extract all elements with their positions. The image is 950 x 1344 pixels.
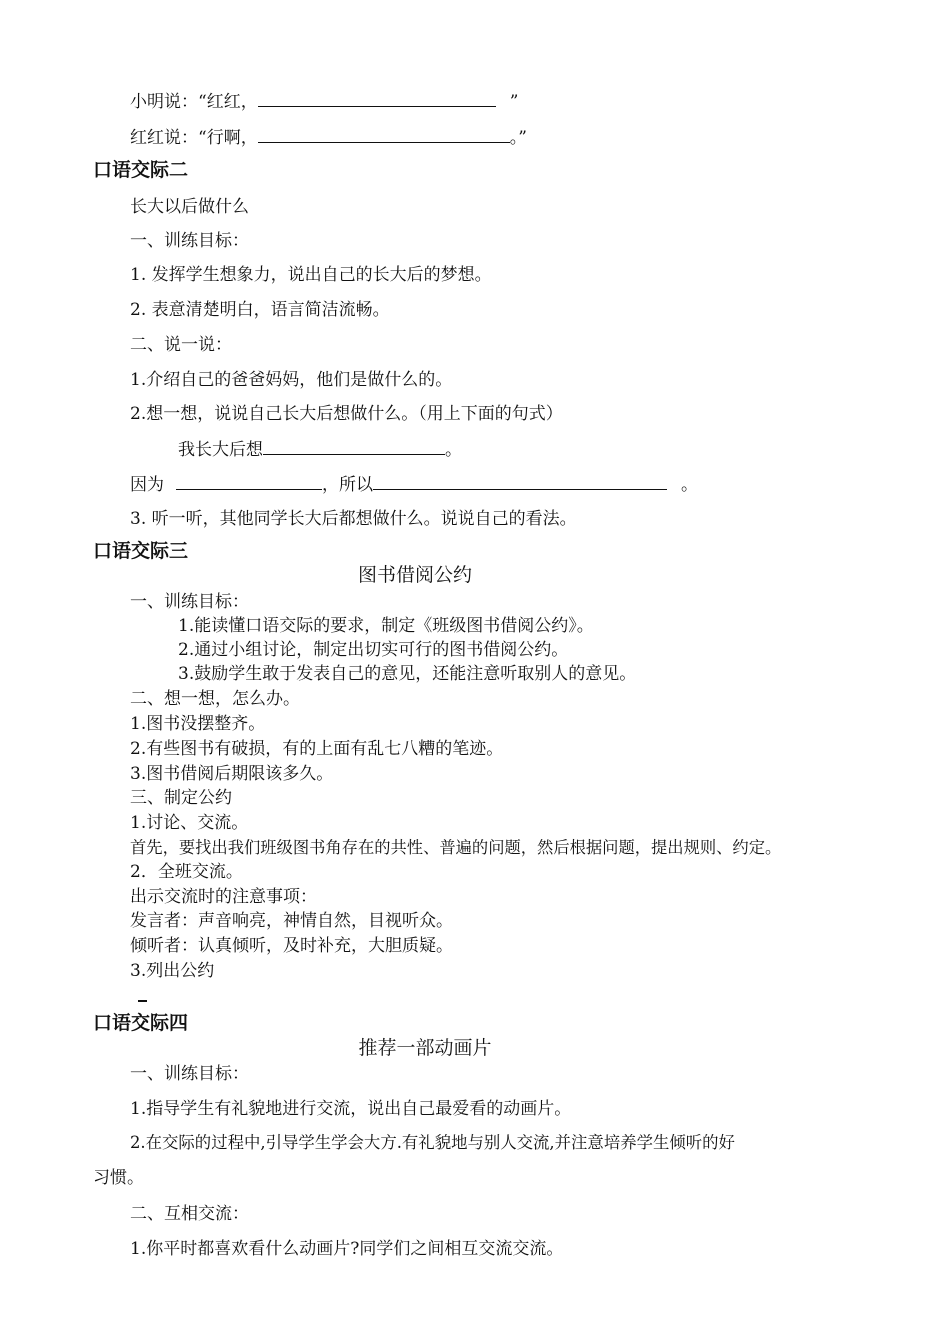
sentence-pattern-2 [130, 473, 698, 496]
listener-rule: 倾听者：认真倾听，及时补充，大胆质疑。 [130, 936, 453, 956]
speaker-rule: 发言者：声音响亮，神情自然，目视听众。 [130, 911, 453, 931]
section-title: 图书借阅公约 [357, 564, 472, 586]
dialog-line-1-end: ” [509, 92, 519, 112]
section-title: 推荐一部动画片 [358, 1037, 492, 1059]
pattern-end: 。 [681, 475, 698, 495]
dialog-line-1 [130, 90, 518, 113]
dialog-line-2-end: 。” [509, 128, 527, 148]
dialog-line-1-text: 小明说：“红红， [130, 92, 258, 112]
subsection-title: 二、说一说： [130, 335, 232, 355]
subsection-title: 三、制定公约 [130, 788, 232, 808]
dialog-line-2-text: 红红说：“行啊， [130, 128, 258, 148]
fill-blank [263, 438, 445, 455]
pattern-end: 。 [445, 440, 462, 460]
goal-item: 2.在交际的过程中,引导学生学会大方.有礼貌地与别人交流,并注意培养学生倾听的好 [130, 1133, 735, 1152]
pattern-text: ，所以 [322, 475, 373, 495]
fill-blank [373, 473, 667, 490]
dash-mark [138, 1000, 147, 1002]
say-item: 1.介绍自己的爸爸妈妈，他们是做什么的。 [130, 370, 453, 390]
goal-item: 3.鼓励学生敢于发表自己的意见，还能注意听取别人的意见。 [178, 664, 637, 684]
sentence-pattern-1 [178, 438, 462, 461]
make-item: 2．全班交流。 [130, 862, 243, 882]
goal-item-continued: 习惯。 [93, 1168, 144, 1188]
pattern-text: 我长大后想 [178, 440, 263, 460]
subsection-title: 二、想一想，怎么办。 [130, 689, 300, 709]
goal-title: 一、训练目标： [130, 592, 249, 612]
goal-item: 1.能读懂口语交际的要求，制定《班级图书借阅公约》。 [178, 616, 594, 636]
say-item: 3. 听一听，其他同学长大后都想做什么。说说自己的看法。 [130, 509, 577, 529]
goal-title: 一、训练目标： [130, 1064, 249, 1084]
think-item: 1.图书没摆整齐。 [130, 714, 266, 734]
make-item: 1.讨论、交流。 [130, 813, 249, 833]
say-item: 2.想一想，说说自己长大后想做什么。（用上下面的句式） [130, 404, 563, 424]
exchange-item: 1.你平时都喜欢看什么动画片?同学们之间相互交流交流。 [130, 1239, 564, 1259]
think-item: 2.有些图书有破损，有的上面有乱七八糟的笔迹。 [130, 739, 504, 759]
subsection-title: 二、互相交流： [130, 1204, 249, 1224]
goal-item: 2. 表意清楚明白，语言简洁流畅。 [130, 300, 390, 320]
goal-item: 1.指导学生有礼貌地进行交流，说出自己最爱看的动画片。 [130, 1099, 572, 1119]
goal-item: 2.通过小组讨论，制定出切实可行的图书借阅公约。 [178, 640, 569, 660]
notice-line: 出示交流时的注意事项： [130, 887, 317, 907]
fill-blank [258, 90, 496, 107]
make-detail: 首先，要找出我们班级图书角存在的共性、普遍的问题，然后根据问题，提出规则、约定。 [130, 838, 782, 857]
think-item: 3.图书借阅后期限该多久。 [130, 764, 334, 784]
section-heading: 口语交际四 [93, 1012, 189, 1034]
section-heading: 口语交际二 [93, 159, 189, 181]
fill-blank [258, 126, 510, 143]
section-heading: 口语交际三 [93, 540, 189, 562]
fill-blank [176, 473, 322, 490]
goal-item: 1. 发挥学生想象力，说出自己的长大后的梦想。 [130, 265, 492, 285]
pattern-text: 因为 [130, 475, 164, 495]
topic-title: 长大以后做什么 [130, 197, 249, 217]
goal-title: 一、训练目标： [130, 231, 249, 251]
make-item: 3.列出公约 [130, 961, 215, 981]
dialog-line-2 [130, 126, 527, 149]
